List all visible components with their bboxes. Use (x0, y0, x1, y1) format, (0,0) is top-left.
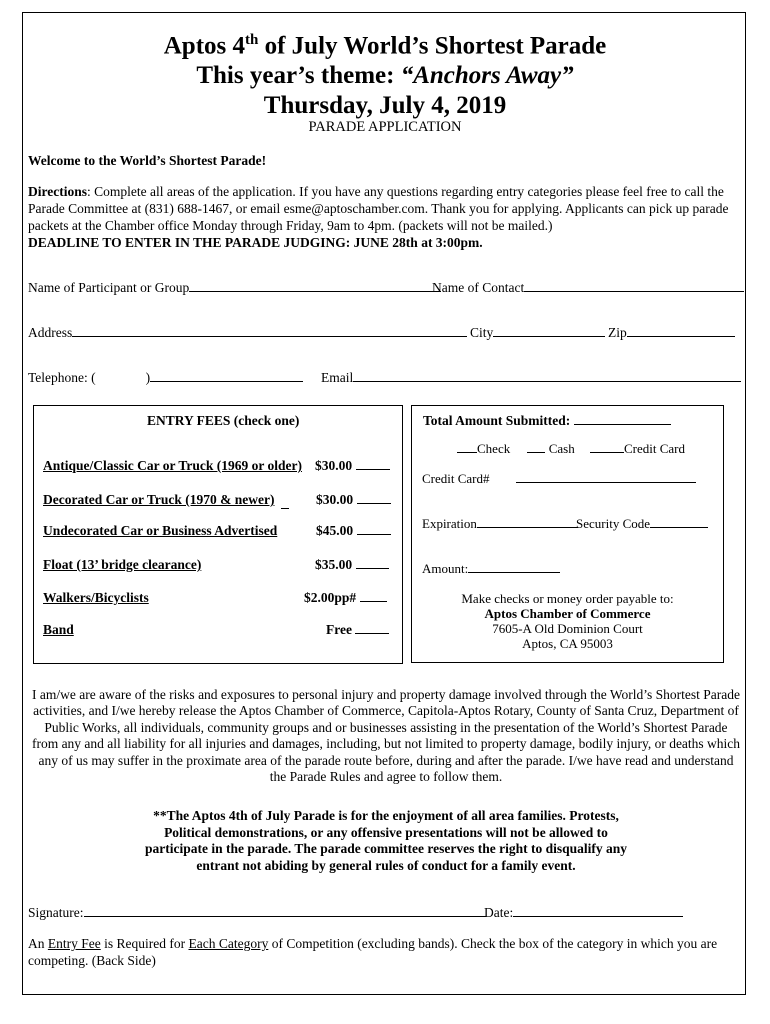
payment-method-options: Check Cash Credit Card (457, 441, 685, 457)
title-date: Thursday, July 4, 2019 (263, 92, 507, 119)
signature-field[interactable]: Signature: (28, 904, 486, 921)
conduct-notice: **The Aptos 4th of July Parade is for the enjoyment of all area families. Protests, Political demonstrations, or any offensive presentations will not be allowed to participate in the parade. The parade committee reserves the right to disqualify any entrant not abiding by general rules of conduct for a family event. (144, 808, 628, 873)
directions-label: Directions (28, 184, 87, 199)
directions-paragraph: Directions: Complete all areas of the application. If you have any questions regarding entry categories please feel free to call the Parade Committee at (831) 688-1467, or email esme@aptoschamber.com. Thank you for applying. Applicants can pick up parade packets at the Chamber office Monday through Friday, 9am to 4pm. (packets will not be mailed.) DEADLINE TO ENTER IN THE PARADE JUDGING: JUNE 28th at 3:00pm. (28, 184, 729, 250)
security-code-field[interactable]: Security Code (576, 516, 708, 532)
title-line-1: Aptos 4th of July World’s Shortest Parade (163, 32, 607, 60)
footer-note: An Entry Fee is Required for Each Category of Competition (excluding bands). Check the box of the category in which you are competing. (Back Side) (28, 936, 718, 968)
welcome-text: Welcome to the World’s Shortest Parade! (28, 153, 267, 168)
entry-fees-heading: ENTRY FEES (check one) (147, 413, 300, 428)
cash-blank[interactable] (527, 441, 545, 453)
credit-card-number-field[interactable]: Credit Card# (422, 471, 696, 487)
expiration-field[interactable]: Expiration (422, 516, 578, 532)
participant-field[interactable]: Name of Participant or Group (28, 279, 441, 296)
title-line-2: This year’s theme: “Anchors Away” (196, 62, 574, 89)
credit-card-blank[interactable] (590, 441, 624, 453)
address-field[interactable]: Address (28, 324, 467, 341)
email-field[interactable]: Email (321, 369, 741, 386)
city-field[interactable]: City (470, 324, 605, 341)
check-blank[interactable] (457, 441, 477, 453)
title-superscript: th (245, 32, 259, 48)
telephone-field[interactable]: Telephone: ( ) (28, 369, 303, 386)
payable-to-block: Make checks or money order payable to: Aptos Chamber of Commerce 7605-A Old Dominion Court Aptos, CA 95003 (411, 591, 724, 651)
amount-field[interactable]: Amount: (422, 561, 560, 577)
theme-name: “Anchors Away” (400, 62, 574, 89)
payable-org: Aptos Chamber of Commerce (484, 606, 651, 621)
total-amount-field[interactable]: Total Amount Submitted: (423, 412, 671, 429)
release-paragraph: I am/we are aware of the risks and exposures to personal injury and property damage involved through the World’s Shortest Parade activities, and I/we hereby release the Aptos Chamber of Commerce, Capitola-Aptos Rotary, County of Santa Cruz, Department of Public Works, all individuals, community groups and or businesses assisting in the presentation of the World’s Shortest Parade from any and all liability for all injuries and damages, including, but not limited to property damage, bodily injury, or deaths which any of us may suffer in the proximate area of the parade route before, during and after the parade. I/we have read and understand the Parade Rules and agree to follow them. (31, 687, 741, 785)
deadline-text: DEADLINE TO ENTER IN THE PARADE JUDGING: JUNE 28th at 3:00pm. (28, 235, 483, 250)
date-field[interactable]: Date: (484, 904, 683, 921)
zip-field[interactable]: Zip (608, 324, 735, 341)
page-subtitle: PARADE APPLICATION (308, 119, 462, 135)
contact-field[interactable]: Name of Contact (432, 279, 744, 296)
